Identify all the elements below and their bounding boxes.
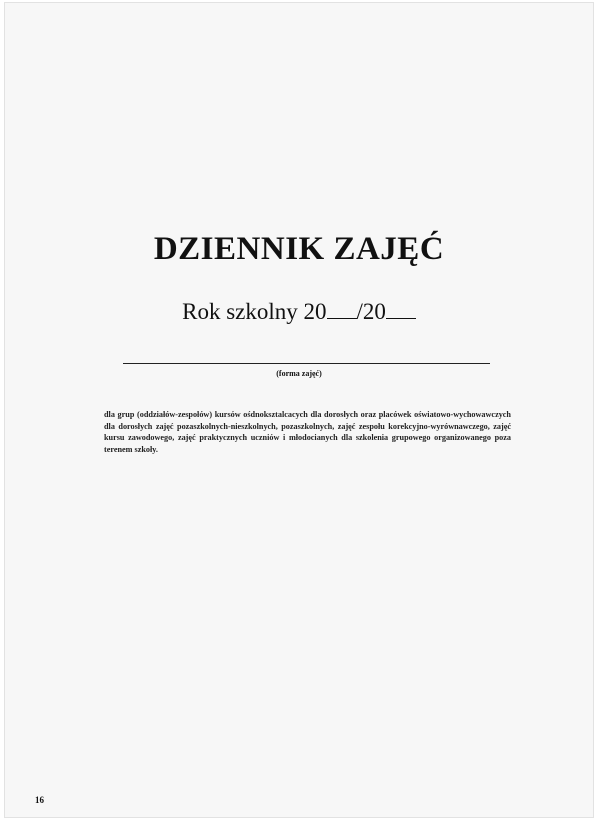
- page-number: 16: [35, 795, 44, 805]
- form-caption: (forma zajęć): [276, 369, 322, 378]
- document-page: [4, 2, 594, 818]
- school-year-middle: /20: [356, 299, 386, 324]
- school-year-blank-1: [327, 300, 357, 319]
- description-paragraph: dla grup (oddziałów-zespołów) kursów ośdnoksztalcacych dla dorosłych oraz placówek oświatowo-wychowawczych dla dorosłych zajęć pozaszkolnych-nieszkolnych, pozaszkolnych, zajęć zespołu korekcyjno-wyrównawczego, zajęć kursu zawodowego, zajęć praktycznych uczniów i młodocianych dla szkolenia grupowego organizowanego poza terenem szkoły.: [104, 410, 511, 454]
- form-fill-line: [123, 363, 490, 364]
- school-year-blank-2: [386, 300, 416, 319]
- school-year-prefix: Rok szkolny 20: [182, 299, 327, 324]
- document-title: DZIENNIK ZAJĘĆ: [153, 231, 445, 267]
- school-year-line: [5, 299, 593, 325]
